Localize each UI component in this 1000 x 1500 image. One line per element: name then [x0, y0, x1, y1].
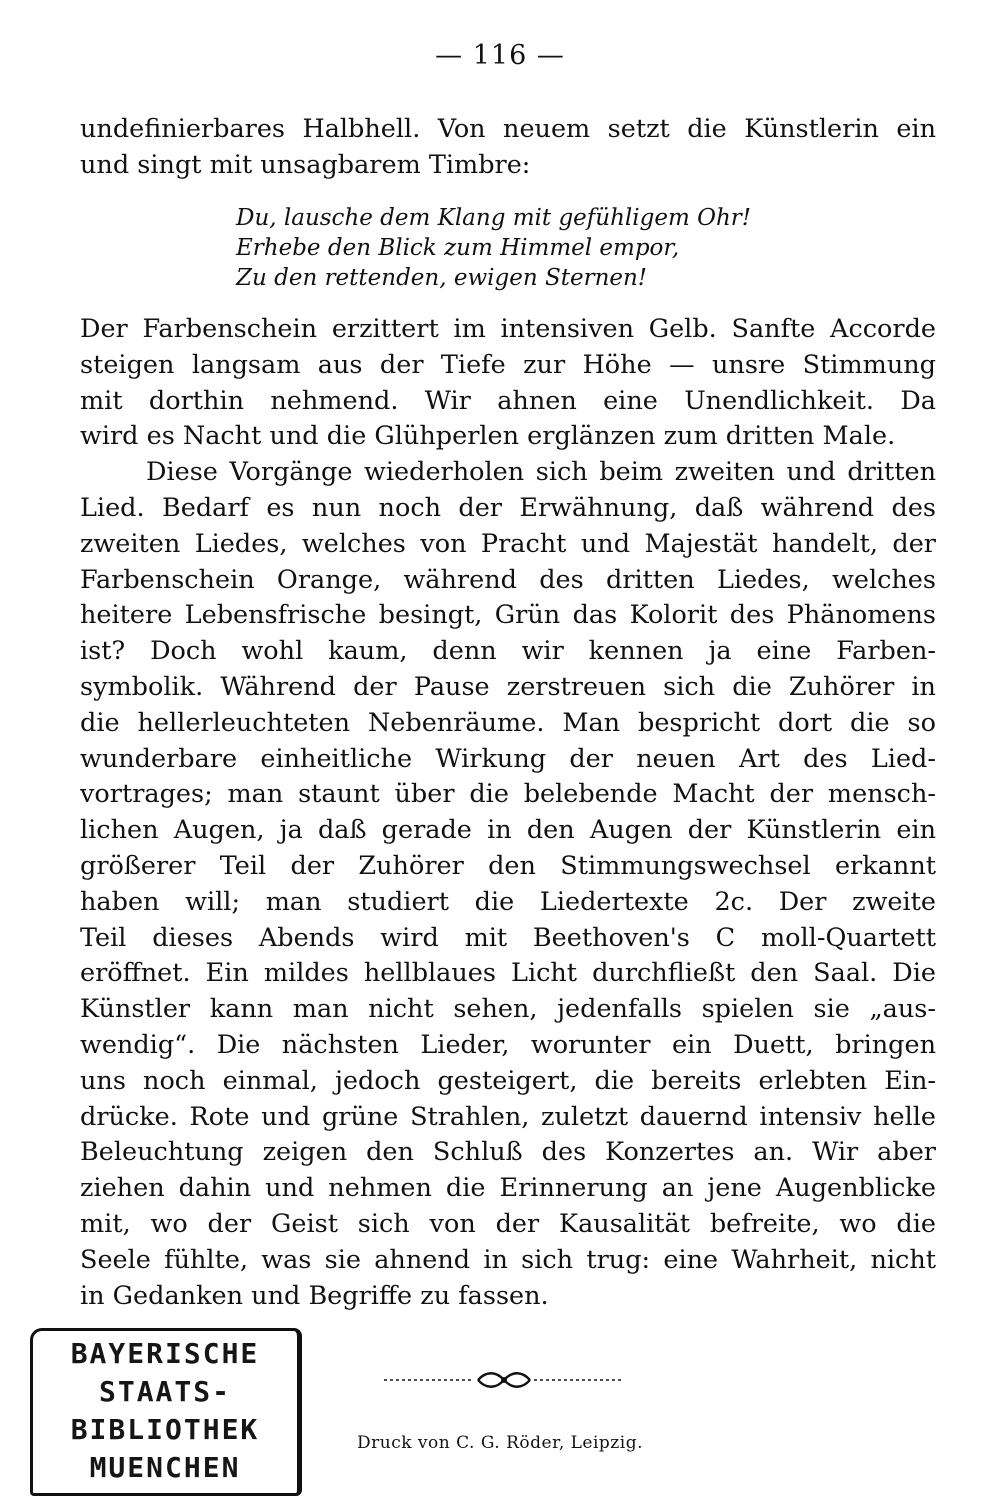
paragraph-intro [80, 112, 936, 184]
text-line: Farbenschein Orange, während des dritten Liedes, welches [80, 564, 936, 595]
stamp-line: MUENCHEN [89, 1451, 241, 1484]
verse-line: Zu den rettenden, ewigen Sternen! [236, 265, 648, 291]
verse-line: Du, lausche dem Klang mit gefühligem Ohr! [236, 205, 751, 231]
text-line: lichen Augen, ja daß gerade in den Augen der Künstlerin ein [80, 815, 936, 846]
text-line: haben will; man studiert die Liedertexte 2c. Der zweite [80, 886, 936, 917]
verse-quote [236, 203, 796, 293]
stamp-line: BIBLIOTHEK [70, 1413, 260, 1446]
text-line: Beleuchtung zeigen den Schluß des Konzertes an. Wir aber [80, 1137, 936, 1168]
stamp-line: BAYERISCHE [70, 1337, 260, 1370]
text-line: in Gedanken und Begriffe zu fassen. [80, 1280, 549, 1311]
text-line: mit, wo der Geist sich von der Kausalität befreite, wo die [80, 1208, 936, 1239]
text-line: Der Farbenschein erzittert im intensiven Gelb. Sanfte Accorde [80, 314, 936, 344]
text-line: uns noch einmal, jedoch gesteigert, die bereits erlebten Ein- [80, 1065, 936, 1096]
text-line: Künstler kann man nicht sehen, jedenfalls spielen sie „aus- [80, 994, 936, 1025]
printer-imprint: Druck von C. G. Röder, Leipzig. [356, 1433, 643, 1453]
text-line: vortrages; man staunt über die belebende Macht der mensch- [80, 779, 936, 810]
text-line: Diese Vorgänge wiederholen sich beim zweiten und dritten [146, 457, 936, 488]
ornament-divider [382, 1368, 626, 1392]
text-line: wird es Nacht und die Glühperlen erglänzen zum dritten Male. [80, 421, 896, 452]
text-line: heitere Lebensfrische besingt, Grün das Kolorit des Phänomens [80, 600, 936, 631]
text-line: undefinierbares Halbhell. Von neuem setzt die Künstlerin ein [80, 114, 936, 144]
verse-line: Erhebe den Blick zum Himmel empor, [236, 235, 680, 261]
stamp-line: STAATS- [98, 1375, 231, 1408]
text-line: wunderbare einheitliche Wirkung der neuen Art des Lied- [80, 743, 936, 774]
text-line: Seele fühlte, was sie ahnend in sich trug: eine Wahrheit, nicht [80, 1244, 936, 1275]
text-line: die hellerleuchteten Nebenräume. Man bespricht dort die so [80, 707, 936, 738]
text-line: steigen langsam aus der Tiefe zur Höhe — unsre Stimmung [80, 349, 936, 380]
text-line: ist? Doch wohl kaum, denn wir kennen ja eine Farben- [80, 636, 936, 667]
paragraph-main [80, 312, 936, 1314]
text-line: ziehen dahin und nehmen die Erinnerung an jene Augenblicke [80, 1173, 936, 1204]
text-line: Lied. Bedarf es nun noch der Erwähnung, daß während des [80, 492, 936, 523]
text-line: größerer Teil der Zuhörer den Stimmungswechsel erkannt [80, 850, 936, 881]
text-line: Teil dieses Abends wird mit Beethoven's C moll-Quartett [80, 922, 936, 953]
text-line: wendig“. Die nächsten Lieder, worunter ein Duett, bringen [80, 1029, 936, 1060]
text-line: drücke. Rote und grüne Strahlen, zuletzt dauernd intensiv helle [80, 1101, 936, 1132]
text-line: zweiten Liedes, welches von Pracht und Majestät handelt, der [80, 528, 936, 559]
text-line: und singt mit unsagbarem Timbre: [80, 149, 531, 180]
text-line: eröffnet. Ein mildes hellblaues Licht durchfließt den Saal. Die [80, 958, 936, 989]
text-line: symbolik. Während der Pause zerstreuen sich die Zuhörer in [80, 671, 936, 702]
text-line: mit dorthin nehmend. Wir ahnen eine Unendlichkeit. Da [80, 385, 936, 416]
page-number: — 116 — [435, 40, 565, 71]
library-stamp [30, 1328, 302, 1496]
